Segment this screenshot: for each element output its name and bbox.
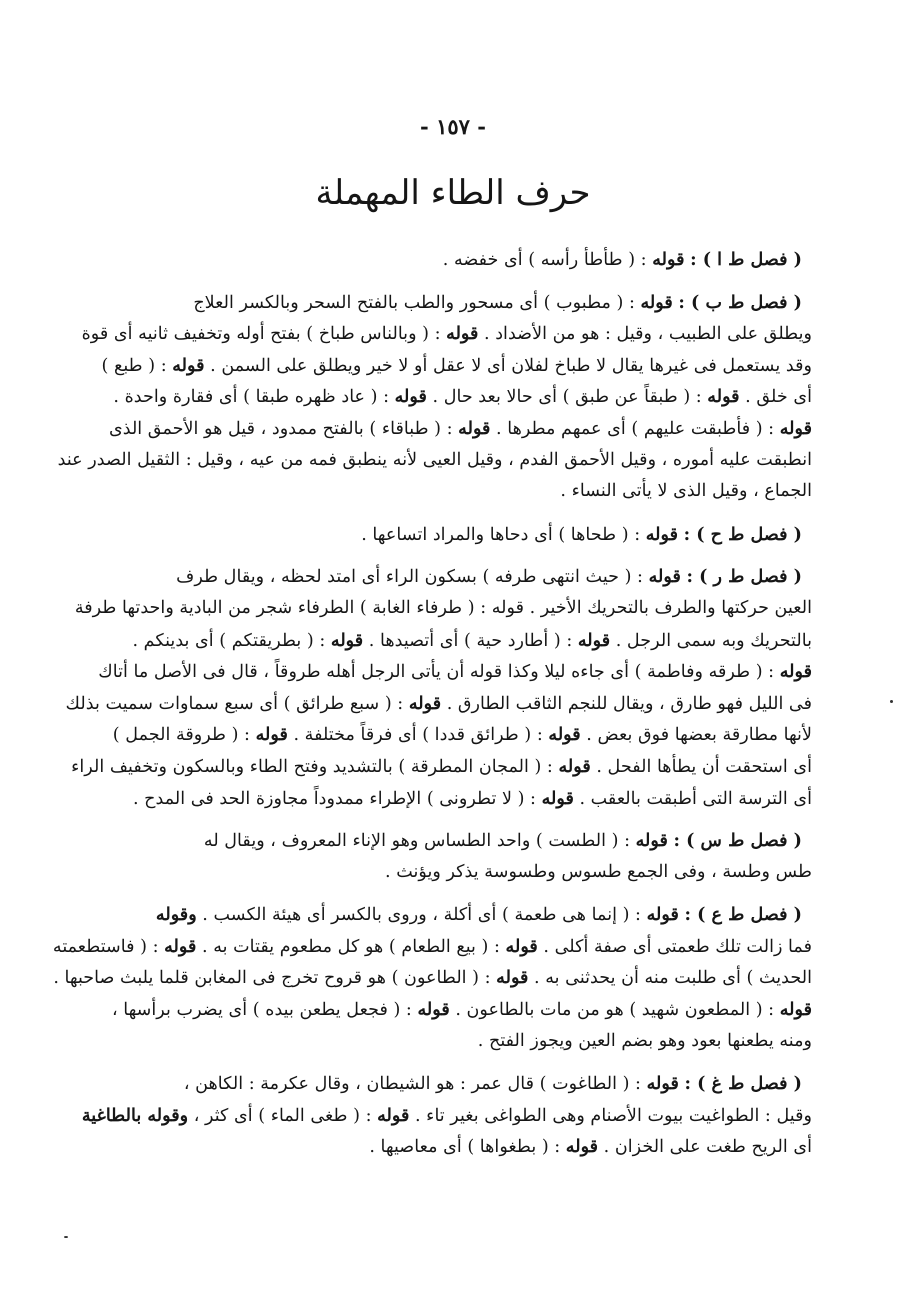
text-run: العين حركتها والطرف بالتحريك الأخير . قوله : ( طرفاء الغابة ) الطرفاء شجر من البادية واحدتها طرفة — [74, 597, 812, 618]
bold-term: قوله — [577, 629, 611, 651]
bold-term: قوله — [648, 566, 681, 588]
section — [100, 825, 812, 888]
text-run: : ( مطبوب ) أى مسحور والطب بالفتح السحر وبالكسر العلاج — [193, 292, 641, 313]
text-run: : ( عاد ظهره طبقا ) أى فقارة واحدة . — [113, 387, 395, 408]
margin-mark — [890, 700, 893, 703]
text-run: : ( المطعون شهيد ) هو من مات بالطاعون . — [449, 1000, 780, 1021]
text-run: أى الترسة التى أطبقت بالعقب . — [573, 788, 812, 809]
bold-term: ( فصل ط ح ) : — [683, 523, 802, 545]
text-line — [100, 1026, 812, 1058]
bold-term: قوله — [779, 417, 812, 439]
text-run: طس وطسة ، وفى الجمع طسوس وطسوسة يذكر ويؤنث . — [385, 861, 812, 882]
text-line — [100, 1131, 812, 1163]
text-run: أى استحقت أن يطأها الفحل . — [590, 756, 812, 777]
text-line — [100, 1068, 812, 1100]
text-run: : ( بطغواها ) أى معاصيها . — [369, 1137, 566, 1158]
text-line — [100, 287, 812, 319]
bold-term: قوله — [255, 724, 288, 746]
text-line — [100, 381, 812, 413]
bold-term: قوله — [707, 386, 740, 408]
bold-term: قوله — [172, 354, 205, 376]
text-line — [100, 413, 812, 445]
text-run: : ( المجان المطرقة ) بالتشديد وفتح الطاء وبالسكون وتخفيف الراء — [71, 756, 559, 777]
text-run: : ( طحاها ) أى دحاها والمراد اتساعها . — [361, 524, 646, 545]
section — [100, 519, 812, 551]
text-run: : ( فأطبقت عليهم ) أى عمهم مطرها . — [490, 418, 780, 439]
bold-term: قوله — [640, 291, 673, 313]
bold-term: قوله — [645, 523, 679, 545]
text-line — [100, 825, 812, 857]
text-line — [100, 719, 812, 751]
bold-term: قوله — [458, 417, 491, 439]
text-line — [100, 561, 812, 593]
text-line — [57, 445, 812, 477]
bold-term: ( فصل ط غ ) : — [684, 1073, 802, 1095]
section — [52, 899, 812, 1057]
text-run: : ( لا تطرونى ) الإطراء ممدوداً مجاوزة الحد فى المدح . — [132, 788, 542, 809]
bold-term: ( فصل ط ع ) : — [684, 904, 802, 926]
bold-term: قوله — [652, 249, 685, 270]
text-run: أى الريح طغت على الخزان . — [598, 1137, 812, 1158]
text-line — [100, 519, 812, 551]
bold-term: قوله — [496, 967, 529, 989]
bold-term: قوله — [541, 787, 574, 809]
text-run: ومنه يطعنها بعود وهو بضم العين ويجوز الفتح . — [477, 1030, 812, 1051]
bold-term: قوله — [779, 999, 812, 1021]
text-run: : ( سبع طرائق ) أى سبع سماوات سميت بذلك — [65, 693, 409, 714]
text-line — [100, 857, 812, 889]
page-number: - ١٥٧ - — [420, 114, 486, 139]
section — [100, 244, 812, 276]
text-line — [100, 899, 812, 931]
text-run: وقد يستعمل فى غيرها يقال لا طباخ لفلان أى لا عقل أو لا خير ويطلق على السمن . — [204, 355, 812, 376]
text-run: : ( طباقاء ) بالفتح ممدود ، قيل هو الأحمق الذى — [108, 418, 459, 439]
text-run: الحديث ) أى طلبت منه أن يحدثنى به . — [528, 968, 812, 989]
bold-term: قوله — [446, 323, 479, 345]
bold-term: قوله — [646, 1073, 679, 1095]
text-run: : ( الطست ) واحد الطساس وهو الإناء المعروف ، ويقال له — [203, 831, 636, 852]
text-run: : ( طبع ) — [101, 355, 173, 376]
text-line — [100, 994, 812, 1026]
text-run: : ( الطاعون ) هو قروح تخرج فى المغابن قلما يلبث صاحبها . — [53, 968, 497, 989]
text-run: ويطلق على الطبيب ، وقيل : هو من الأضداد . — [478, 324, 812, 345]
text-run: فى الليل فهو طارق ، ويقال للنجم الثاقب الطارق . — [441, 693, 812, 714]
chapter-title: حرف الطاء المهملة — [315, 173, 591, 213]
text-run: بالتحريك وبه سمى الرجل . — [610, 630, 812, 651]
text-line — [65, 688, 812, 720]
text-line — [74, 593, 812, 625]
bold-term: قوله — [164, 935, 197, 957]
text-run: : ( طرائق قددا ) أى فرقاً مختلفة . — [287, 725, 549, 746]
text-line — [53, 962, 812, 994]
text-line — [81, 1100, 812, 1132]
body-text — [52, 244, 812, 1174]
bold-term: قوله — [548, 724, 581, 746]
text-line — [71, 751, 812, 783]
text-run: الجماع ، وقيل الذى لا يأتى النساء . — [560, 481, 812, 502]
text-line — [100, 476, 812, 508]
bold-term: قوله — [377, 1104, 410, 1126]
text-run: فما زالت تلك طعمتى أى صفة أكلى . — [537, 936, 812, 957]
bold-term: قوله — [417, 999, 450, 1021]
text-line — [100, 625, 812, 657]
text-run: : ( أطارد حية ) أى أتصيدها . — [363, 630, 578, 651]
bold-term: وقوله بالطاغية — [81, 1104, 189, 1126]
bold-term: ( فصل ط ب ) : — [678, 291, 802, 313]
bold-term: قوله — [394, 386, 427, 408]
bold-term: قوله — [779, 661, 812, 683]
text-run: : ( الطاغوت ) قال عمر : هو الشيطان ، وقال عكرمة : الكاهن ، — [183, 1074, 647, 1095]
text-line — [81, 318, 812, 350]
text-run: لأنها مطارقة بعضها فوق بعض . — [580, 725, 812, 746]
bold-term: ( فصل ط ر ) : — [686, 566, 802, 588]
text-run: : ( بيع الطعام ) هو كل مطعوم يقتات به . — [196, 936, 506, 957]
text-run: : ( حيث انتهى طرفه ) بسكون الراء أى امتد لحظه ، ويقال طرف — [176, 567, 649, 588]
text-run: انطبقت عليه أموره ، وقيل الأحمق الفدم ، وقيل العيى لأنه ينطبق فمه من عيه ، وقيل : الثقيل الصدر عند — [57, 449, 812, 470]
text-line — [100, 350, 812, 382]
text-run: : ( طبقاً عن طبق ) أى حالا بعد حال . — [426, 387, 708, 408]
bold-term: قوله — [646, 904, 679, 926]
text-run: : ( طأطأ رأسه ) أى خفضه . — [442, 250, 653, 270]
section — [57, 287, 812, 508]
text-run: : ( طغى الماء ) أى كثر ، — [188, 1105, 378, 1126]
bold-term: وقوله — [155, 904, 197, 926]
bold-term: قوله — [330, 629, 364, 651]
bold-term: قوله — [635, 830, 668, 852]
bold-term: قوله — [505, 935, 538, 957]
text-line — [100, 656, 812, 688]
bold-term: قوله — [408, 692, 442, 714]
bold-term: قوله — [558, 755, 591, 777]
text-run: : ( فاستطعمته — [52, 936, 165, 957]
bold-term: قوله — [565, 1136, 599, 1158]
section — [65, 561, 812, 814]
text-run: وقيل : الطواغيت بيوت الأصنام وهى الطواغى بغير تاء . — [409, 1105, 812, 1126]
text-run: : ( فجعل يطعن بيده ) أى يضرب برأسها ، — [111, 1000, 418, 1021]
margin-mark — [64, 1236, 68, 1238]
text-run: : ( إنما هى طعمة ) أى أكلة ، وروى بالكسر أى هيئة الكسب . — [196, 905, 647, 926]
text-run: : ( طروقة الجمل ) — [112, 725, 256, 746]
text-line — [100, 244, 812, 276]
text-run: : ( طرقه وفاطمة ) أى جاءه ليلا وكذا قوله أن يأتى الرجل أهله طروقاً ، قال فى الأصل ما أتاك — [98, 662, 780, 683]
text-run: : ( بطريقتكم ) أى بدينكم . — [132, 630, 331, 651]
text-run: : ( وبالناس طباخ ) بفتح أوله وتخفيف ثانيه أى قوة — [81, 324, 447, 345]
bold-term: ( فصل ط س ) : — [673, 830, 802, 852]
bold-term: ( فصل ط ا ) : — [690, 249, 802, 270]
text-line — [52, 931, 812, 963]
text-run: أى خلق . — [739, 387, 812, 408]
section — [81, 1068, 812, 1163]
text-line — [100, 783, 812, 815]
